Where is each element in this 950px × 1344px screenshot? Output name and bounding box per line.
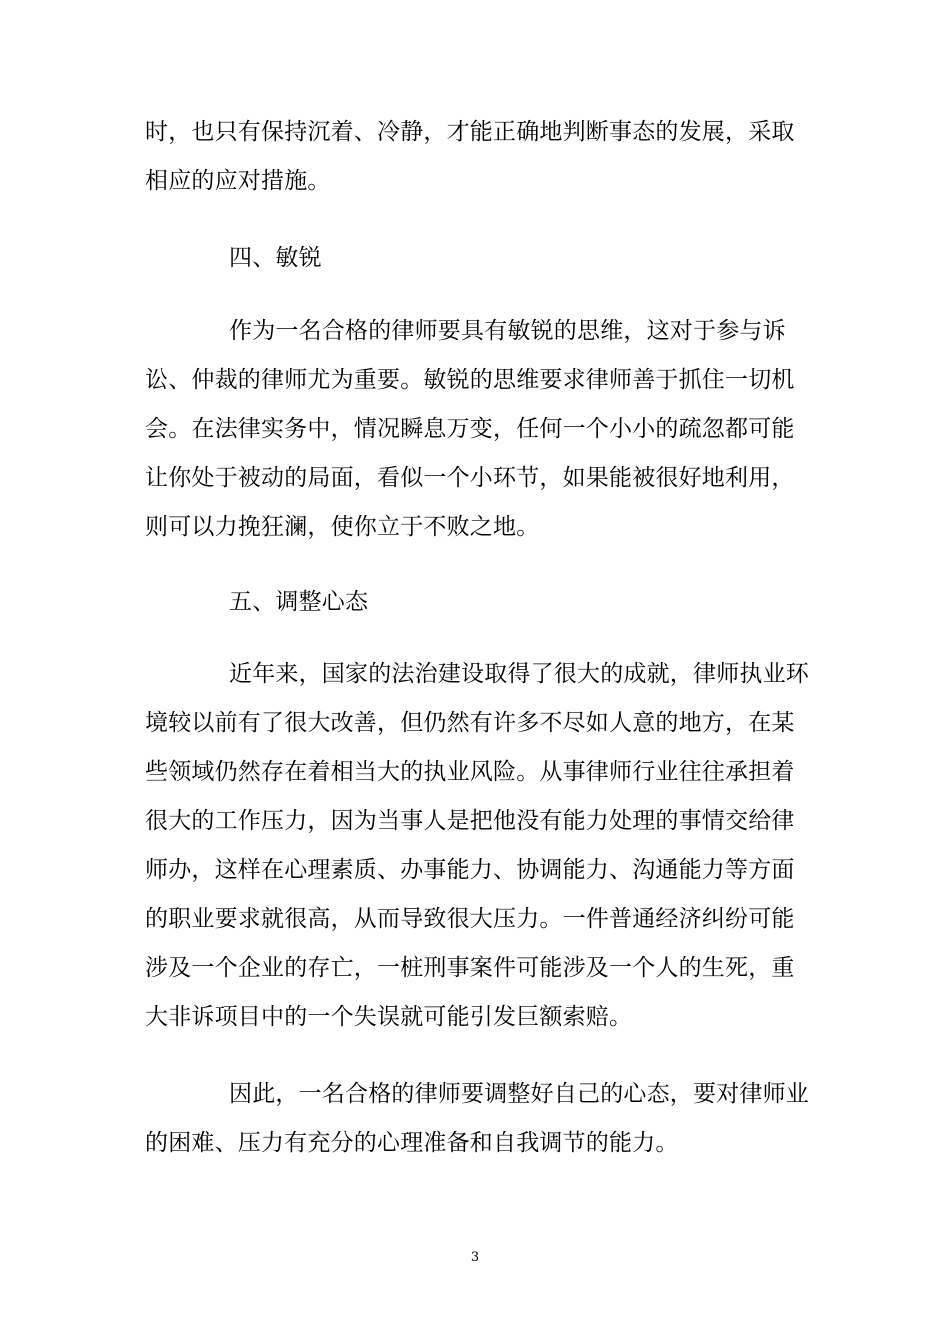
continued-paragraph: 时，也只有保持沉着、冷静，才能正确地判断事态的发展，采取相应的应对措施。: [145, 119, 795, 194]
closing-paragraph: 因此，一名合格的律师要调整好自己的心态，要对律师业的困难、压力有充分的心理准备和自我调节的能力。: [145, 1081, 809, 1156]
page-number: 3: [470, 1250, 480, 1265]
section-paragraph-adjust-mindset: 近年来，国家的法治建设取得了很大的成就，律师执业环境较以前有了很大改善，但仍然有许多不尽如人意的地方，在某些领域仍然存在着相当大的执业风险。从事律师行业往往承担着很大的工作压力，因为当事人是把他没有能力处理的事情交给律师办，这样在心理素质、办事能力、协调能力、沟通能力等方面的职业要求就很高，从而导致很大压力。一件普通经济纠纷可能涉及一个企业的存亡，一桩刑事案件可能涉及一个人的生死，重大非诉项目中的一个失误就可能引发巨额索赔。: [145, 661, 809, 1030]
section-paragraph-sharpness: 作为一名合格的律师要具有敏锐的思维，这对于参与诉讼、仲裁的律师尤为重要。敏锐的思维要求律师善于抓住一切机会。在法律实务中，情况瞬息万变，任何一个小小的疏忽都可能让你处于被动的局面，看似一个小环节，如果能被很好地利用，则可以力挽狂澜，使你立于不败之地。: [145, 318, 795, 540]
section-heading-adjust-mindset: 五、调整心态: [229, 589, 369, 615]
section-heading-sharpness: 四、敏锐: [229, 245, 322, 271]
